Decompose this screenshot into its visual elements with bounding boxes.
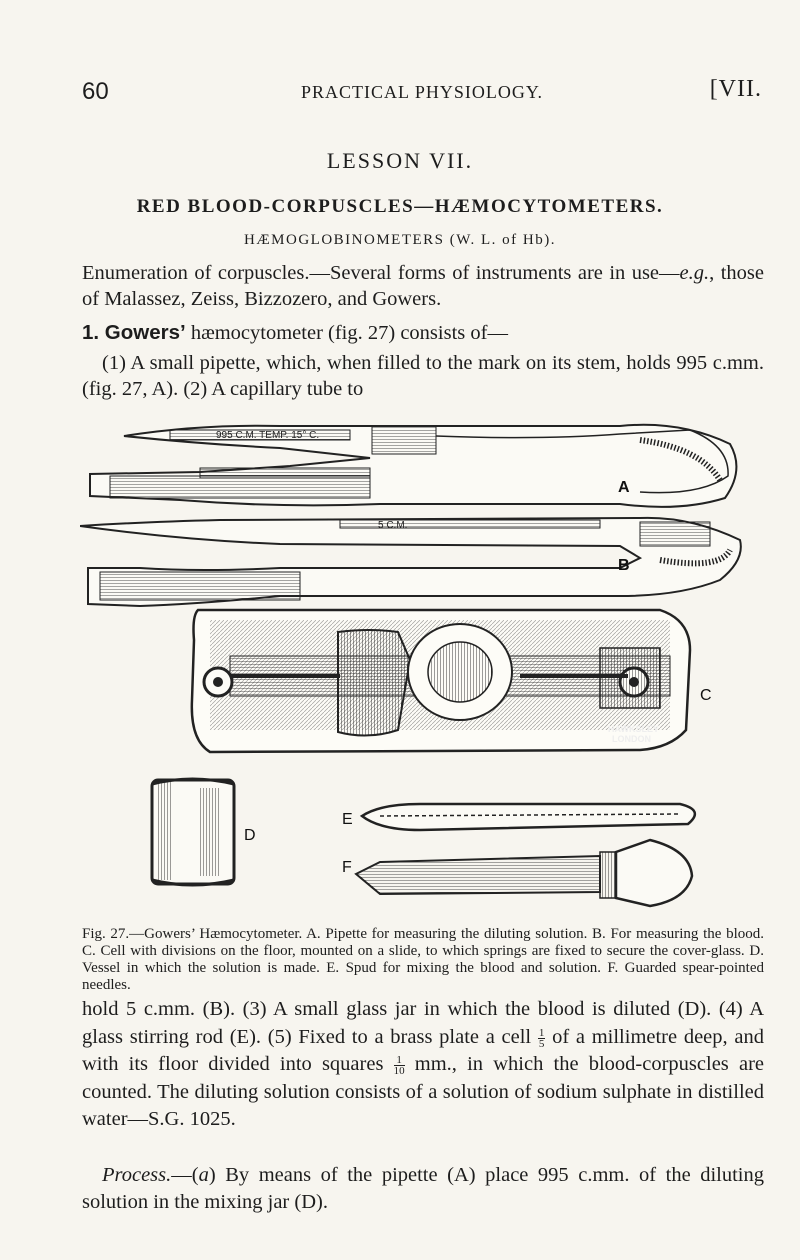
- paragraph-lead: 1. Gowers’: [82, 321, 186, 344]
- figure-label-e: E: [342, 811, 353, 828]
- fraction-denominator: 10: [393, 1065, 405, 1077]
- maker-mark-line1: HAWKSLEY: [608, 724, 660, 734]
- running-title: PRACTICAL PHYSIOLOGY.: [300, 82, 544, 102]
- maker-mark-line2: LONDON: [612, 734, 651, 744]
- mixing-jar-d: [152, 779, 256, 885]
- paragraph-list: (1) A small pipette, which, when filled to the mark on its stem, holds 995 c.mm. (fig. 27, A). (2) A capillary tube to: [82, 352, 764, 400]
- paragraph-hold: [82, 996, 764, 1134]
- paragraph-text: —Several forms of instruments are in use—: [309, 262, 680, 284]
- paragraph-text: of a millimetre deep, and with its floor divided into squares: [82, 1025, 764, 1075]
- paragraph-text: ) By means of the pipette (A) place 995 c.mm. of the diluting solution in the mixing jar (D).: [82, 1164, 764, 1213]
- fraction-one-tenth: [394, 1055, 405, 1076]
- paragraph-enumeration: [82, 260, 764, 312]
- paragraph-text: hæmocytometer (fig. 27) consists of—: [185, 322, 508, 344]
- section-heading: RED BLOOD-CORPUSCLES—HÆMOCYTOMETERS.: [136, 196, 664, 217]
- needles-f: [342, 840, 692, 906]
- pipette-b-engraving: 5 C.M.: [378, 520, 408, 531]
- fraction-denominator: 5: [538, 1037, 545, 1050]
- paragraph-lead: Process.: [102, 1164, 172, 1186]
- figure-label-d: D: [244, 827, 256, 844]
- counting-cell-c: [192, 610, 712, 752]
- paragraph-gowers: [82, 320, 764, 346]
- fraction-numerator: 1: [394, 1055, 405, 1066]
- figure-label-f: F: [342, 859, 352, 876]
- paragraph-italic: a: [198, 1164, 209, 1186]
- pipette-b: [80, 518, 741, 606]
- paragraph-text: , those of Malassez, Zeiss, Bizzozero, and Gowers.: [82, 262, 765, 310]
- haemocytometer-engraving: [80, 400, 774, 912]
- paragraph-italic: e.g.: [679, 262, 710, 284]
- fraction-numerator: 1: [538, 1026, 545, 1039]
- running-header: [82, 78, 762, 112]
- chapter-marker: [VII.: [709, 76, 762, 102]
- figure-label-a: A: [618, 479, 630, 496]
- paragraph-text: —(: [171, 1164, 199, 1186]
- page-number: 60: [82, 78, 109, 105]
- figure-caption: Fig. 27.—Gowers’ Hæmocytometer. A. Pipette for measuring the diluting solution. B. For measuring the blood. C. Cell with divisions on the floor, mounted on a slide, to which springs are fixed to secure the cover-glass. D. Vessel in which the solution is made. E. Spud for mixing the blood and solution. F. Guarded spear-pointed needles.: [82, 926, 764, 993]
- paragraph-process: [82, 1162, 764, 1216]
- figure-27: [80, 400, 774, 912]
- stirring-rod-e: [342, 804, 695, 830]
- section-subheading: HÆMOGLOBINOMETERS (W. L. of Hb).: [243, 232, 557, 248]
- figure-label-b: B: [618, 557, 630, 574]
- paragraph-text: mm., in which the blood-corpuscles are counted. The diluting solution consists of a solution of sodium sulphate in distilled water—S.G. 1025.: [82, 1053, 764, 1130]
- pipette-a-engraving: 995 C.M. TEMP. 15° C.: [216, 430, 320, 441]
- paragraph-text: hold 5 c.mm. (B). (3) A small glass jar in which the blood is diluted (D). (4) A glass stirring rod (E). (5) Fixed to a brass plate a cell: [82, 998, 764, 1048]
- lesson-title: LESSON VII.: [326, 148, 474, 173]
- figure-label-c: C: [700, 687, 712, 704]
- paragraph-lead: Enumeration of corpuscles.: [82, 262, 310, 284]
- pipette-a: [90, 425, 736, 507]
